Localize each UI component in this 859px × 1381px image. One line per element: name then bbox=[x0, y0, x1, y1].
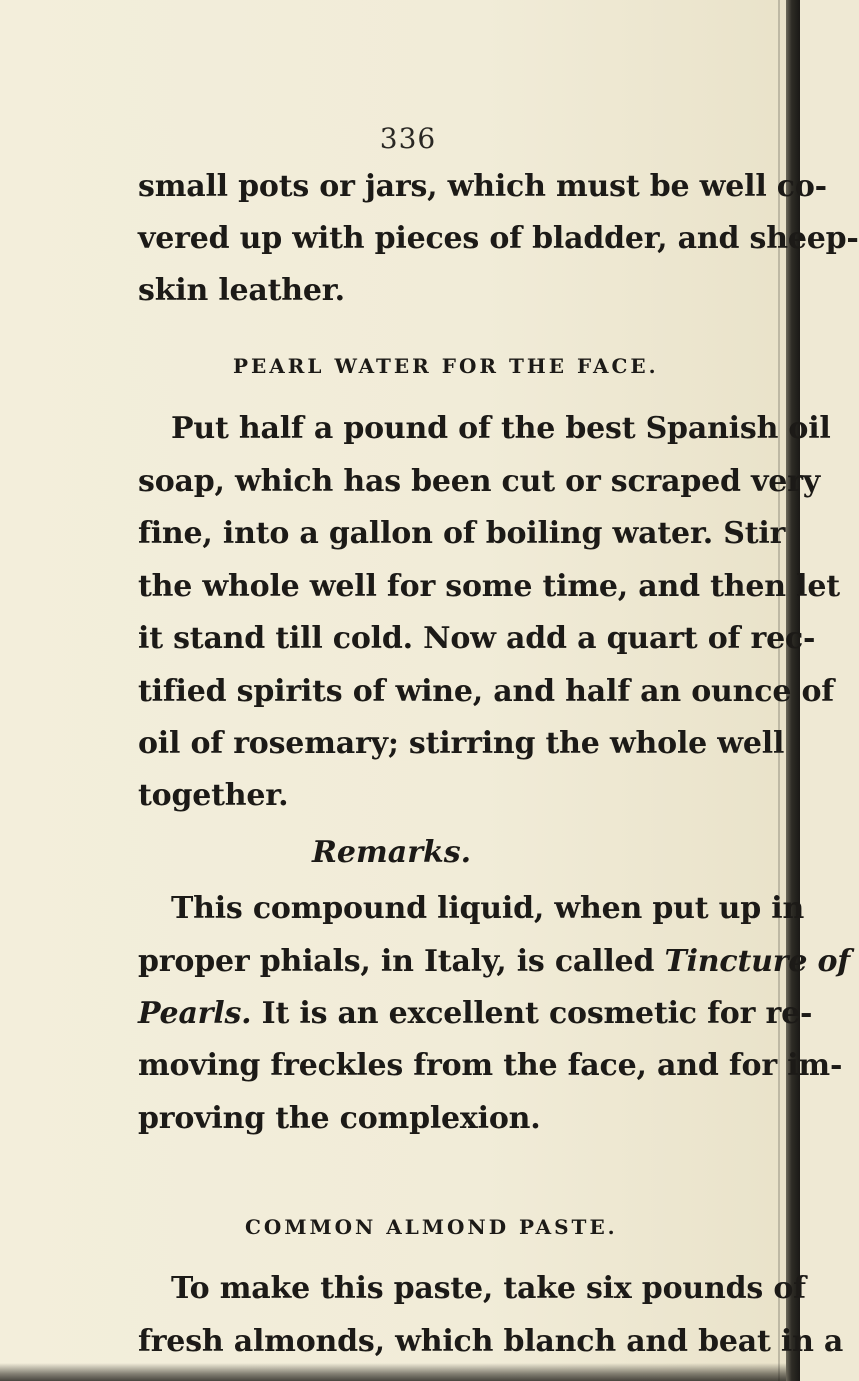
intro-line-1: small pots or jars, which must be well co- bbox=[138, 169, 827, 204]
pearl-line-3: fine, into a gallon of boiling water. Stir bbox=[138, 516, 786, 551]
pearl-line-1: Put half a pound of the best Spanish oil bbox=[171, 411, 831, 446]
remarks-line-1: This compound liquid, when put up in bbox=[171, 891, 805, 926]
almond-line-2: fresh almonds, which blanch and beat in a bbox=[138, 1324, 844, 1359]
pearl-line-5: it stand till cold. Now add a quart of rec- bbox=[138, 621, 816, 656]
intro-line-3: skin leather. bbox=[138, 273, 345, 308]
remarks-line-4: moving freckles from the face, and for im- bbox=[138, 1048, 843, 1083]
intro-line-2: vered up with pieces of bladder, and sheep- bbox=[138, 221, 859, 256]
pearl-line-4: the whole well for some time, and then let bbox=[138, 569, 840, 604]
almond-line-1: To make this paste, take six pounds of bbox=[171, 1271, 806, 1306]
pearl-line-8: together. bbox=[138, 778, 289, 813]
remarks-line-5: proving the complexion. bbox=[138, 1101, 541, 1136]
remarks-line-3-italic: Pearls. bbox=[138, 996, 252, 1031]
pearl-line-2: soap, which has been cut or scraped very bbox=[138, 464, 821, 499]
pearl-line-6: tified spirits of wine, and half an ounce of bbox=[138, 674, 834, 709]
remarks-line-2 bbox=[138, 944, 850, 979]
remarks-line-2-text: proper phials, in Italy, is called bbox=[138, 944, 665, 979]
section-heading-pearl-water: PEARL WATER FOR THE FACE. bbox=[233, 354, 659, 378]
remarks-line-3-text: It is an excellent cosmetic for re- bbox=[251, 996, 813, 1031]
page-number: 336 bbox=[379, 122, 437, 155]
remarks-line-3 bbox=[138, 996, 813, 1031]
remarks-heading: Remarks. bbox=[312, 835, 472, 870]
bottom-edge-shadow bbox=[0, 1363, 786, 1381]
pearl-line-7: oil of rosemary; stirring the whole well bbox=[138, 726, 785, 761]
section-heading-almond-paste: COMMON ALMOND PASTE. bbox=[245, 1215, 618, 1239]
remarks-line-2-italic: Tincture of bbox=[664, 944, 850, 979]
